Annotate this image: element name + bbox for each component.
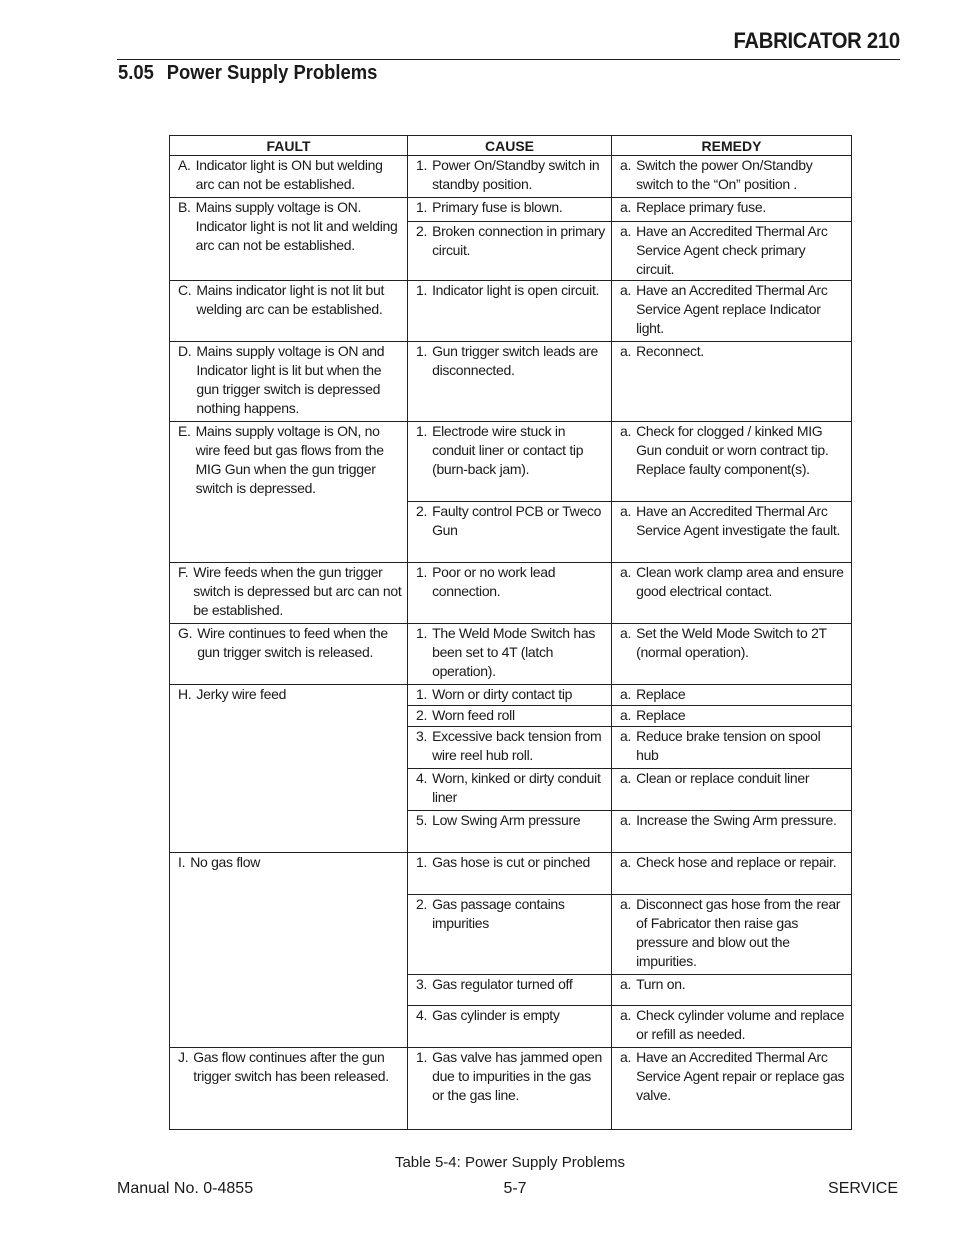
fault-cell: [170, 342, 408, 422]
section-title: Power Supply Problems: [166, 62, 378, 84]
fault-item-text: Mains supply voltage is ON and Indicator light is lit but when the gun trigger switch is depressed nothing happens.: [196, 343, 385, 416]
table-row: [170, 156, 852, 198]
cause-cell: [408, 563, 612, 624]
fault-item-marker: H.: [178, 686, 192, 702]
cause-item-text: Gas cylinder is empty: [432, 1007, 560, 1023]
cause-item-marker: 3.: [416, 728, 428, 744]
table-row: [170, 685, 852, 706]
fault-item: [175, 1048, 402, 1086]
fault-cell: [170, 422, 408, 563]
fault-cell: [170, 685, 408, 853]
fault-cell: [170, 853, 408, 1048]
cause-item-marker: 4.: [416, 770, 428, 786]
remedy-cell: [612, 222, 852, 281]
cause-item: [413, 281, 606, 300]
cause-item-text: Excessive back tension from wire reel hub roll.: [432, 728, 602, 763]
cause-cell: [408, 342, 612, 422]
remedy-item: [617, 222, 846, 279]
cause-item: [413, 706, 606, 725]
fault-item-text: Wire feeds when the gun trigger switch is depressed but arc can not be established.: [193, 564, 402, 618]
fault-item-marker: G.: [178, 625, 193, 641]
remedy-item-marker: a.: [620, 1049, 632, 1065]
cause-item-marker: 2.: [416, 223, 428, 239]
cause-item-marker: 1.: [416, 854, 428, 870]
remedy-item: [617, 502, 846, 540]
remedy-item-text: Replace: [636, 707, 686, 723]
table-row: [170, 853, 852, 895]
cause-cell: [408, 706, 612, 727]
fault-item-marker: A.: [178, 157, 191, 173]
remedy-item: [617, 685, 846, 704]
table-row: [170, 422, 852, 502]
header-rule: [117, 59, 900, 60]
remedy-item-text: Have an Accredited Thermal Arc Service Agent replace Indicator light.: [636, 282, 828, 336]
fault-item: [175, 342, 402, 418]
cause-cell: [408, 222, 612, 281]
cause-item-text: Gas valve has jammed open due to impurities in the gas or the gas line.: [432, 1049, 603, 1103]
fault-item-text: Mains indicator light is not lit but welding arc can be established.: [196, 282, 385, 317]
column-header-remedy: REMEDY: [612, 136, 852, 156]
cause-item: [413, 222, 606, 260]
remedy-item: [617, 1048, 846, 1105]
fault-item: [175, 422, 402, 498]
remedy-item-marker: a.: [620, 423, 632, 439]
remedy-item: [617, 975, 846, 994]
cause-item: [413, 895, 606, 933]
cause-item-text: Gun trigger switch leads are disconnected.: [432, 343, 598, 378]
remedy-cell: [612, 624, 852, 685]
cause-item-text: Broken connection in primary circuit.: [432, 223, 605, 258]
cause-item: [413, 1048, 606, 1105]
cause-cell: [408, 769, 612, 811]
footer-manual-number: Manual No. 0-4855: [117, 1180, 254, 1197]
cause-item-marker: 1.: [416, 199, 428, 215]
cause-item-text: Worn, kinked or dirty conduit liner: [432, 770, 601, 805]
cause-item: [413, 811, 606, 830]
footer-section-name: SERVICE: [828, 1180, 898, 1197]
remedy-item-text: Check hose and replace or repair.: [636, 854, 837, 870]
remedy-cell: [612, 422, 852, 502]
fault-item-text: Gas flow continues after the gun trigger switch has been released.: [193, 1049, 389, 1084]
column-header-cause: CAUSE: [408, 136, 612, 156]
remedy-cell: [612, 895, 852, 975]
cause-cell: [408, 422, 612, 502]
remedy-item-text: Replace primary fuse.: [636, 199, 766, 215]
cause-cell: [408, 895, 612, 975]
remedy-item-text: Clean work clamp area and ensure good electrical contact.: [636, 564, 844, 599]
fault-item: [175, 624, 402, 662]
cause-item: [413, 198, 606, 217]
remedy-item-text: Check cylinder volume and replace or refill as needed.: [636, 1007, 845, 1042]
cause-item-marker: 1.: [416, 423, 428, 439]
fault-item-text: Indicator light is ON but welding arc can not be established.: [195, 157, 383, 192]
fault-item-marker: I.: [178, 854, 186, 870]
cause-item: [413, 853, 606, 872]
remedy-item-text: Have an Accredited Thermal Arc Service Agent check primary circuit.: [636, 223, 828, 277]
cause-item-marker: 5.: [416, 812, 428, 828]
remedy-cell: [612, 727, 852, 769]
remedy-item-marker: a.: [620, 770, 632, 786]
fault-cell: [170, 281, 408, 342]
remedy-item-text: Disconnect gas hose from the rear of Fabricator then raise gas pressure and blow out the impurities.: [636, 896, 841, 969]
cause-cell: [408, 1048, 612, 1130]
remedy-item-text: Have an Accredited Thermal Arc Service Agent repair or replace gas valve.: [636, 1049, 845, 1103]
remedy-item-marker: a.: [620, 728, 632, 744]
remedy-item-text: Clean or replace conduit liner: [636, 770, 810, 786]
fault-item-marker: C.: [178, 282, 192, 298]
remedy-item-marker: a.: [620, 625, 632, 641]
fault-cell: [170, 563, 408, 624]
remedy-item-text: Set the Weld Mode Switch to 2T (normal operation).: [636, 625, 827, 660]
fault-item: [175, 198, 402, 255]
table-body: [170, 156, 852, 1130]
remedy-cell: [612, 853, 852, 895]
fault-item-text: No gas flow: [190, 854, 261, 870]
cause-item-text: Primary fuse is blown.: [432, 199, 563, 215]
remedy-item-marker: a.: [620, 707, 632, 723]
cause-cell: [408, 727, 612, 769]
table-row: [170, 281, 852, 342]
remedy-item-marker: a.: [620, 503, 632, 519]
remedy-cell: [612, 281, 852, 342]
remedy-item-marker: a.: [620, 1007, 632, 1023]
remedy-item-text: Increase the Swing Arm pressure.: [636, 812, 837, 828]
remedy-item-marker: a.: [620, 223, 632, 239]
remedy-item-text: Reduce brake tension on spool hub: [636, 728, 821, 763]
fault-item: [175, 156, 402, 194]
cause-item: [413, 769, 606, 807]
remedy-item: [617, 422, 846, 479]
cause-item-marker: 2.: [416, 503, 428, 519]
fault-cell: [170, 624, 408, 685]
cause-item: [413, 685, 606, 704]
cause-item-text: Gas passage contains impurities: [432, 896, 565, 931]
remedy-cell: [612, 811, 852, 853]
table-header-row: [170, 136, 852, 156]
fault-item-marker: F.: [178, 564, 189, 580]
remedy-item-marker: a.: [620, 564, 632, 580]
cause-item-marker: 1.: [416, 625, 428, 641]
fault-item-text: Jerky wire feed: [196, 686, 287, 702]
table-row: [170, 198, 852, 222]
remedy-item-marker: a.: [620, 686, 632, 702]
cause-item-marker: 1.: [416, 157, 428, 173]
remedy-item: [617, 727, 846, 765]
cause-item-text: Gas hose is cut or pinched: [432, 854, 591, 870]
remedy-item-marker: a.: [620, 896, 632, 912]
cause-cell: [408, 685, 612, 706]
remedy-item-marker: a.: [620, 812, 632, 828]
remedy-item-marker: a.: [620, 854, 632, 870]
remedy-item: [617, 895, 846, 971]
table-row: [170, 1048, 852, 1130]
fault-item: [175, 563, 402, 620]
fault-item: [175, 281, 402, 319]
remedy-item: [617, 1006, 846, 1044]
remedy-cell: [612, 563, 852, 624]
remedy-item-marker: a.: [620, 976, 632, 992]
remedy-item: [617, 769, 846, 788]
remedy-cell: [612, 975, 852, 1006]
remedy-item: [617, 198, 846, 217]
fault-item-marker: D.: [178, 343, 192, 359]
cause-cell: [408, 198, 612, 222]
cause-item-text: Worn or dirty contact tip: [432, 686, 573, 702]
cause-cell: [408, 853, 612, 895]
cause-cell: [408, 1006, 612, 1048]
cause-item-text: Poor or no work lead connection.: [432, 564, 556, 599]
cause-item: [413, 422, 606, 479]
section-heading: [118, 62, 377, 85]
remedy-item: [617, 853, 846, 872]
fault-item-text: Mains supply voltage is ON. Indicator light is not lit and welding arc can not be established.: [195, 199, 398, 253]
cause-item: [413, 1006, 606, 1025]
remedy-item: [617, 563, 846, 601]
cause-cell: [408, 811, 612, 853]
fault-item-marker: J.: [178, 1049, 189, 1065]
cause-item-text: The Weld Mode Switch has been set to 4T (latch operation).: [432, 625, 596, 679]
cause-item: [413, 502, 606, 540]
cause-item-text: Worn feed roll: [432, 707, 515, 723]
remedy-item-text: Check for clogged / kinked MIG Gun conduit or worn contract tip. Replace faulty component(s).: [636, 423, 829, 477]
cause-item-marker: 1.: [416, 282, 428, 298]
remedy-item-marker: a.: [620, 343, 632, 359]
cause-item-text: Gas regulator turned off: [432, 976, 573, 992]
remedy-item: [617, 156, 846, 194]
remedy-cell: [612, 769, 852, 811]
fault-item-marker: B.: [178, 199, 191, 215]
fault-item-text: Wire continues to feed when the gun trigger switch is released.: [197, 625, 388, 660]
cause-item: [413, 563, 606, 601]
cause-item: [413, 975, 606, 994]
fault-cell: [170, 1048, 408, 1130]
cause-item-marker: 4.: [416, 1007, 428, 1023]
cause-item-text: Faulty control PCB or Tweco Gun: [432, 503, 602, 538]
remedy-item-text: Have an Accredited Thermal Arc Service Agent investigate the fault.: [636, 503, 841, 538]
cause-item-marker: 3.: [416, 976, 428, 992]
remedy-cell: [612, 198, 852, 222]
remedy-cell: [612, 342, 852, 422]
cause-item-marker: 1.: [416, 686, 428, 702]
cause-item-text: Low Swing Arm pressure: [432, 812, 581, 828]
cause-cell: [408, 502, 612, 563]
cause-item: [413, 727, 606, 765]
cause-item-text: Indicator light is open circuit.: [432, 282, 600, 298]
cause-item-marker: 2.: [416, 707, 428, 723]
cause-cell: [408, 624, 612, 685]
remedy-item: [617, 811, 846, 830]
remedy-item: [617, 281, 846, 338]
cause-item: [413, 342, 606, 380]
cause-item-marker: 1.: [416, 564, 428, 580]
footer-page-number: 5-7: [503, 1180, 527, 1197]
remedy-item-text: Turn on.: [636, 976, 686, 992]
fault-item: [175, 853, 402, 872]
column-header-fault: FAULT: [170, 136, 408, 156]
remedy-item: [617, 342, 846, 361]
remedy-cell: [612, 1006, 852, 1048]
remedy-item-marker: a.: [620, 199, 632, 215]
cause-item-text: Power On/Standby switch in standby position.: [432, 157, 600, 192]
cause-cell: [408, 975, 612, 1006]
cause-cell: [408, 281, 612, 342]
remedy-item: [617, 706, 846, 725]
cause-item-marker: 2.: [416, 896, 428, 912]
remedy-cell: [612, 156, 852, 198]
remedy-item: [617, 624, 846, 662]
fault-item-text: Mains supply voltage is ON, no wire feed but gas flows from the MIG Gun when the gun trigger switch is depressed.: [195, 423, 384, 496]
remedy-cell: [612, 1048, 852, 1130]
brand-title: FABRICATOR 210: [733, 28, 900, 53]
remedy-item-marker: a.: [620, 282, 632, 298]
table-row: [170, 563, 852, 624]
fault-cell: [170, 198, 408, 281]
cause-item-marker: 1.: [416, 343, 428, 359]
cause-item: [413, 624, 606, 681]
cause-item-marker: 1.: [416, 1049, 428, 1065]
table-row: [170, 342, 852, 422]
remedy-item-text: Switch the power On/Standby switch to the “On” position .: [636, 157, 813, 192]
remedy-cell: [612, 502, 852, 563]
remedy-item-text: Replace: [636, 686, 686, 702]
fault-item-marker: E.: [178, 423, 191, 439]
table-caption: Table 5-4: Power Supply Problems: [394, 1154, 626, 1171]
fault-cell: [170, 156, 408, 198]
cause-item: [413, 156, 606, 194]
fault-item: [175, 685, 402, 704]
remedy-item-text: Reconnect.: [636, 343, 704, 359]
section-number: 5.05: [118, 62, 154, 84]
cause-item-text: Electrode wire stuck in conduit liner or contact tip (burn-back jam).: [432, 423, 584, 477]
table-row: [170, 624, 852, 685]
remedy-item-marker: a.: [620, 157, 632, 173]
remedy-cell: [612, 685, 852, 706]
remedy-cell: [612, 706, 852, 727]
troubleshooting-table: [169, 135, 852, 1130]
cause-cell: [408, 156, 612, 198]
